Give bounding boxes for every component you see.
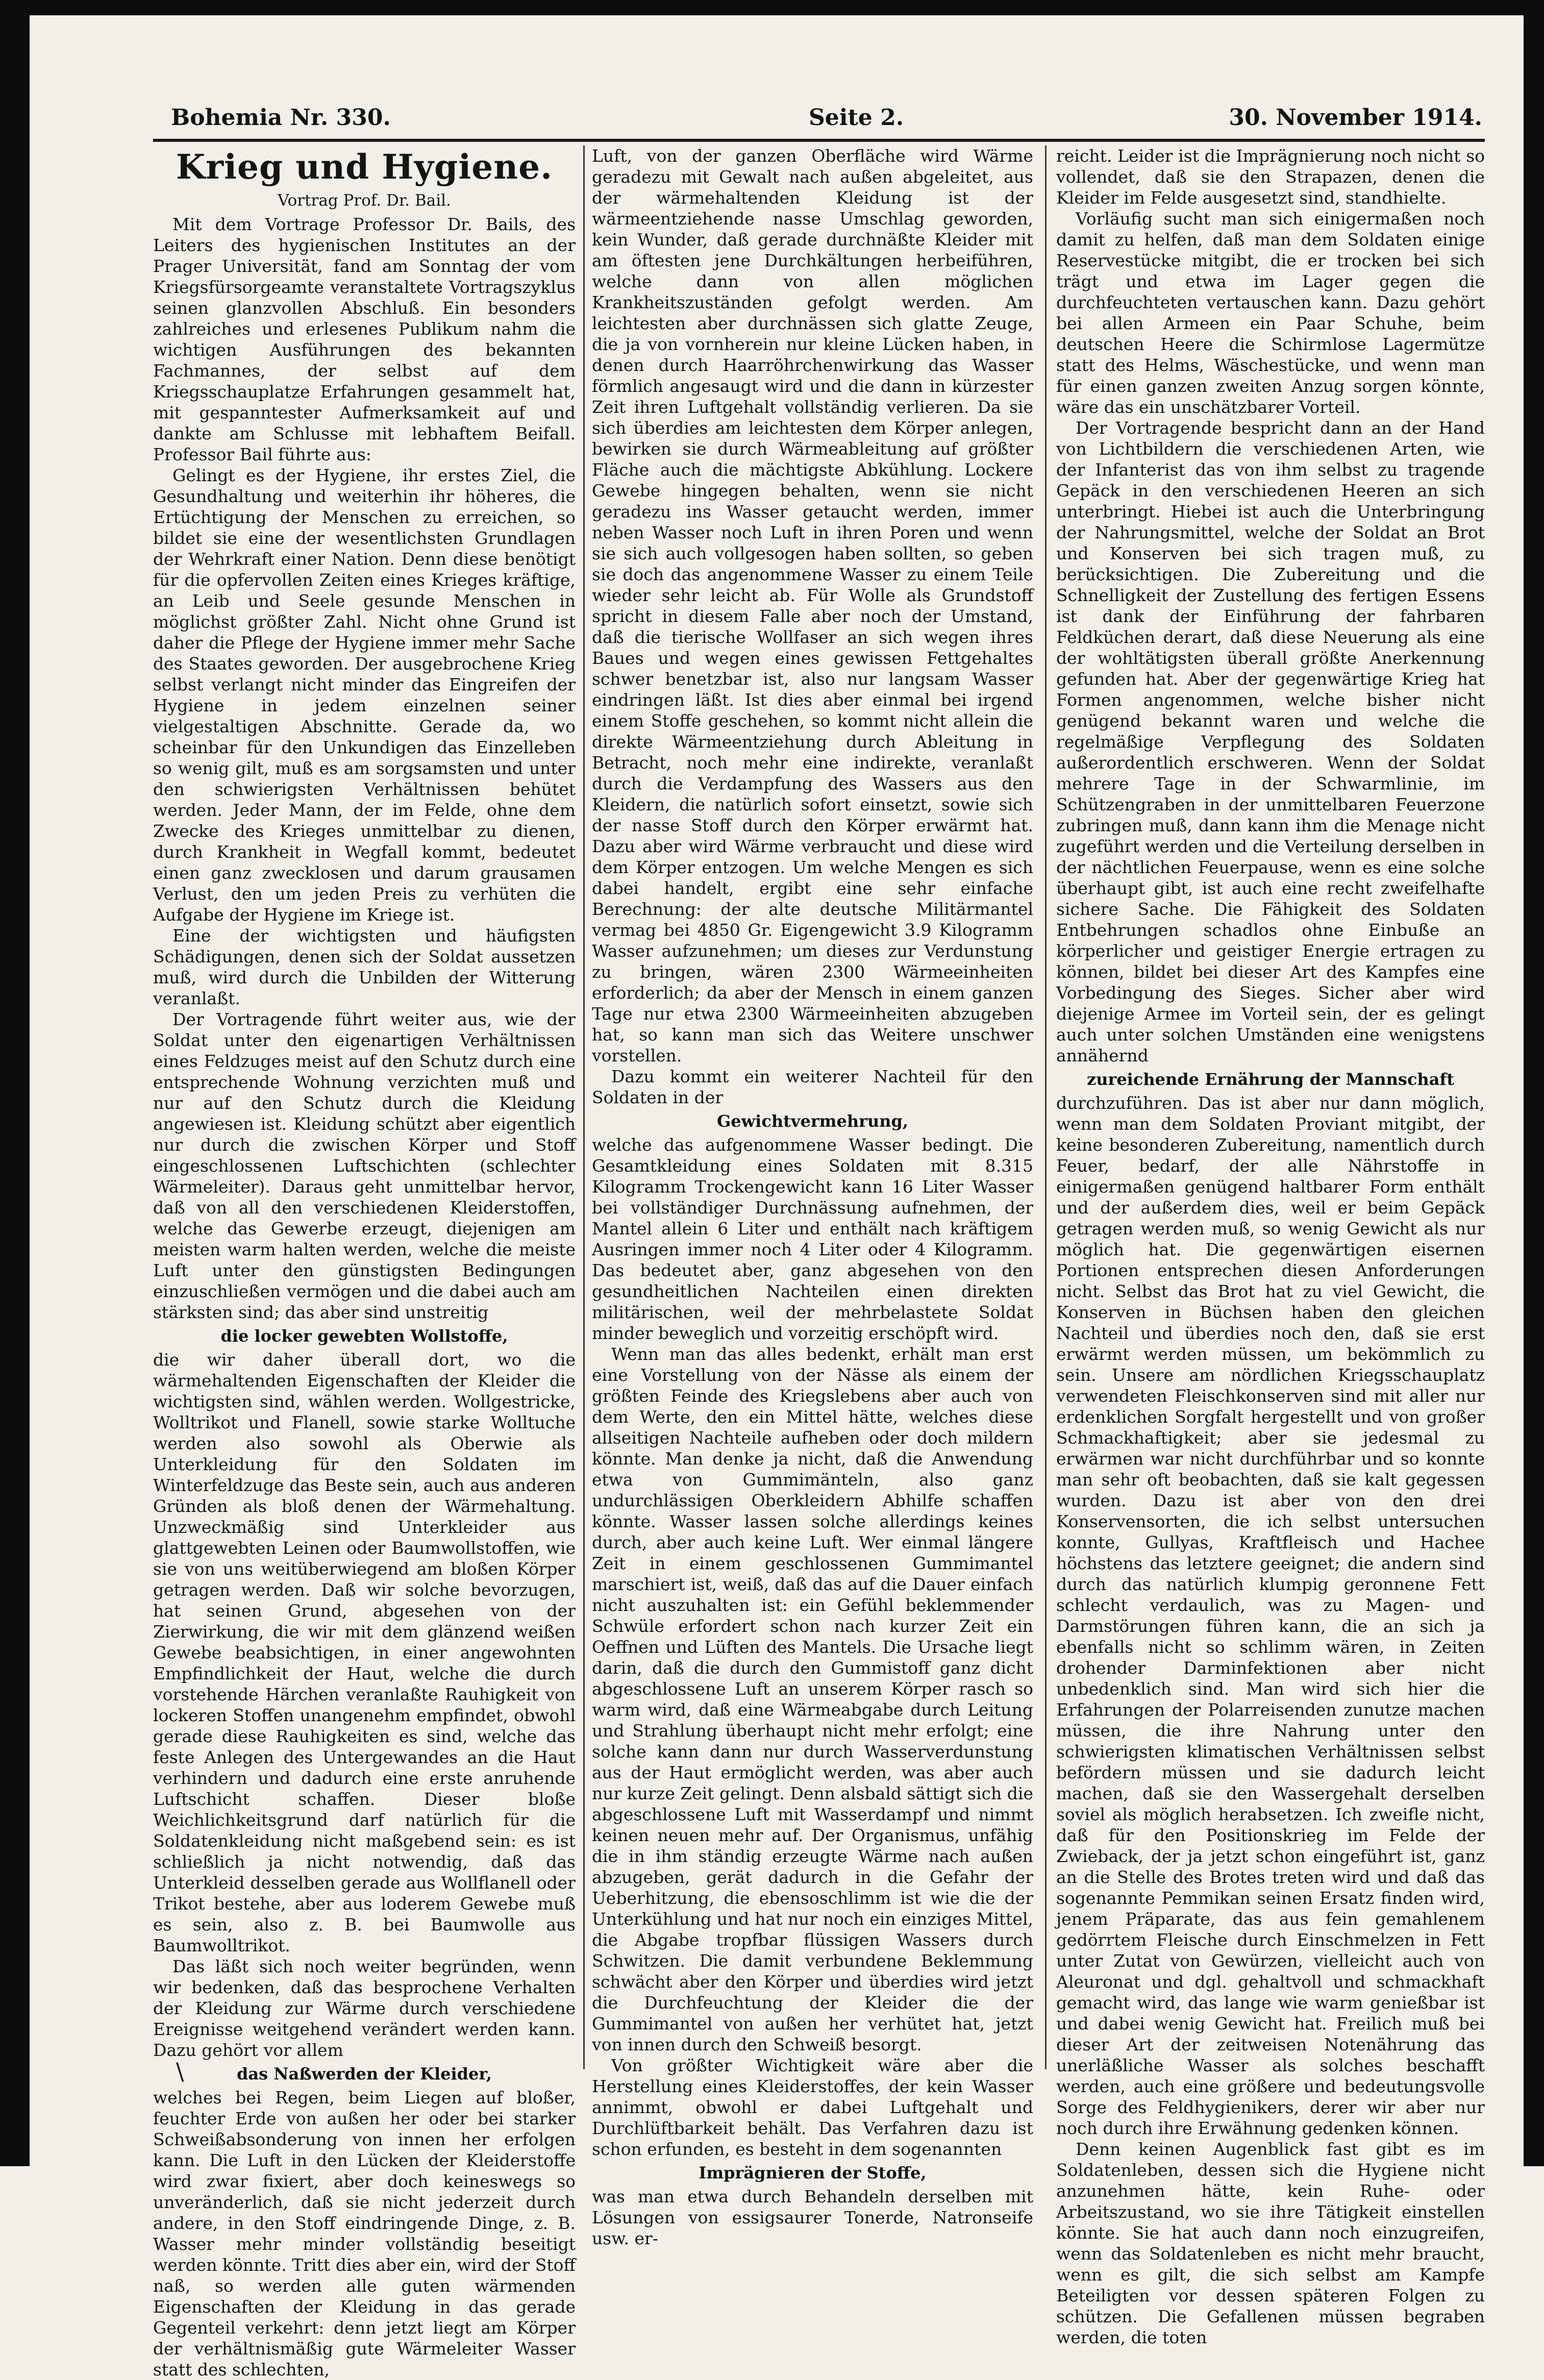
scan-border-right xyxy=(1524,0,1544,2166)
article-byline: Vortrag Prof. Dr. Bail. xyxy=(278,191,451,210)
column-divider xyxy=(583,145,585,2069)
paragraph: Luft, von der ganzen Oberfläche wird Wärme geradezu mit Gewalt nach außen abgeleitet, aus der wärmehaltenden Kleidung ist der wärmeentziehende nasse Umschlag geworden, kein Wunder, daß gerade durchnäßte Kleider mit am öftesten jene Durchkältungen herbeiführen, welche dann von allen möglichen Krankheitszuständen gefolgt werden. Am leichtesten aber durchnässen sich glatte Zeuge, die ja von vornherein nur kleine Lücken haben, in denen durch Haarröhrchenwirkung das Wasser förmlich angesaugt wird und die dann in kürzester Zeit ihren Luftgehalt vollständig verlieren. Da sie sich überdies am leichtesten dem Körper anlegen, bewirken sie durch Wärmeableitung auf größter Fläche auch die mächtigste Abkühlung. Lockere Gewebe hingegen behalten, wenn sie nicht geradezu ins Wasser getaucht werden, immer neben Wasser noch Luft in ihren Poren und wenn sie sich auch vollgesogen haben sollten, so geben sie doch das angenommene Wasser zu einem Teile wieder sehr leicht ab. Für Wolle als Grundstoff spricht in diesem Falle aber noch der Umstand, daß die tierische Wollfaser an sich wegen ihres Baues und wegen eines gewissen Fettgehaltes schwer benetzbar ist, also nur langsam Wasser eindringen läßt. Ist dies aber einmal bei irgend einem Stoffe geschehen, so kommt nicht allein die direkte Wärmeentziehung durch Ableitung in Betracht, noch mehr eine indirekte, veranlaßt durch die Verdampfung des Wassers aus den Kleidern, die natürlich sofort einsetzt, sowie sich der nasse Stoff durch den Körper erwärmt hat. Dazu aber wird Wärme verbraucht und diese wird dem Körper entzogen. Um welche Mengen es sich dabei handelt, ergibt eine sehr einfache Berechnung: der alte deutsche Militärmantel vermag bei 4850 Gr. Eigengewicht 3.9 Kilogramm Wasser aufzunehmen; um dieses zur Verdunstung zu bringen, wären 2300 Wärmeeinheiten erforderlich; da aber der Mensch in einem ganzen Tage nur etwa 2300 Wärmeeinheiten abzugeben hat, so kann man sich das Weitere unschwer vorstellen. xyxy=(592,146,1033,1065)
paragraph: Gelingt es der Hygiene, ihr erstes Ziel, die Gesundhaltung und weiterhin ihr höheres, die Ertüchtigung der Menschen zu erreichen, so bildet sie eine der wesentlichsten Grundlagen der Wehrkraft einer Nation. Denn diese benötigt für die opfervollen Zeiten eines Krieges kräftige, an Leib und Seele gesunde Menschen in möglichst größter Zahl. Nicht ohne Grund ist daher die Pflege der Hygiene immer mehr Sache des Staates geworden. Der ausgebrochene Krieg selbst verlangt nicht minder das Eingreifen der Hygiene in jedem einzelnen seiner vielgestaltigen Abschnitte. Gerade da, wo scheinbar für den Unkundigen das Einzelleben so wenig gilt, muß es am sorgsamsten und unter den schwierigsten Verhältnissen behütet werden. Jeder Mann, der im Felde, ohne dem Zwecke des Krieges unmittelbar zu dienen, durch Krankheit in Wegfall kommt, bedeutet einen ganz zwecklosen und darum grausamen Verlust, den um jeden Preis zu verhüten die Aufgabe der Hygiene im Kriege ist. xyxy=(153,465,576,925)
paragraph: Das läßt sich noch weiter begründen, wenn wir bedenken, daß das besprochene Verhalten der Kleidung zur Wärme durch verschiedene Ereignisse weitgehend verändert werden kann. Dazu gehört vor allem xyxy=(153,1956,576,2060)
paragraph: welches bei Regen, beim Liegen auf bloßer, feuchter Erde von außen her oder bei starker Schweißabsonderung von innen her erfolgen kann. Die Luft in den Lücken der Kleiderstoffe wird zwar fixiert, aber doch keineswegs so unveränderlich, daß sie nicht jederzeit durch andere, in den Stoff eindringende Dinge, z. B. Wasser mehr minder vollständig beseitigt werden könnte. Tritt dies aber ein, wird der Stoff naß, so werden alle guten wärmenden Eigenschaften der Kleidung in das gerade Gegenteil verkehrt: denn jetzt liegt am Körper der verhältnismäßig gute Wärmeleiter Wasser statt des schlechten, xyxy=(153,2088,576,2379)
issue-date: 30. November 1914. xyxy=(1229,105,1482,131)
column-2 xyxy=(592,145,1033,2248)
paragraph: welche das aufgenommene Wasser bedingt. Die Gesamtkleidung eines Soldaten mit 8.315 Kilogramm Trockengewicht kann 16 Liter Wasser bei vollständiger Durchnässung aufnehmen, der Mantel allein 6 Liter und enthält nach kräftigem Ausringen immer noch 4 Liter oder 4 Kilogramm. Das bedeutet aber, ganz abgesehen von den gesundheitlichen Nachteilen einen direkten militärischen, weil der mehrbelastete Soldat minder beweglich und vorzeitig erschöpft wird. xyxy=(592,1135,1033,1343)
paragraph: reicht. Leider ist die Imprägnierung noch nicht so vollendet, daß sie den Strapazen, denen die Kleider im Felde ausgesetzt sind, standhielte. xyxy=(1056,146,1485,208)
section-heading: das Naßwerden der Kleider, xyxy=(236,2064,492,2084)
section-heading: die locker gewebten Wollstoffe, xyxy=(220,1326,508,1346)
paragraph: durchzuführen. Das ist aber nur dann möglich, wenn man dem Soldaten Proviant mitgibt, der keine besonderen Zubereitung, namentlich durch Feuer, bedarf, der alle Nährstoffe in einigermaßen genügend haltbarer Form enthält und der außerdem dies, weil er beim Gepäck getragen werden muß, so wenig Gewicht als nur möglich hat. Die gegenwärtigen eisernen Portionen entsprechen diesen Anforderungen nicht. Selbst das Brot hat zu viel Gewicht, die Konserven in Büchsen haben den gleichen Nachteil und überdies noch den, daß sie erst erwärmt werden müssen, um bekömmlich zu sein. Unsere am nördlichen Kriegsschauplatz verwendeten Fleischkonserven sind mit aller nur erdenklichen Sorgfalt hergestellt und von großer Schmackhaftigkeit; aber sie jedesmal zu erwärmen war nicht durchführbar und so konnte man sehr oft beobachten, daß sie kalt gegessen wurden. Dazu ist aber von den drei Konservensorten, die ich selbst untersuchen konnte, Gullyas, Kraftfleisch und Hachee höchstens das letztere geeignet; die andern sind durch das natürlich klumpig geronnene Fett schlecht verdaulich, was zu Magen- und Darmstörungen führen kann, die an sich ja ebenfalls nicht so schlimm wären, in Zeiten drohender Darminfektionen aber nicht unbedenklich sind. Man wird sich hier die Erfahrungen der Polarreisenden zunutze machen müssen, die ihre Nahrung unter den schwierigsten klimatischen Verhältnissen selbst befördern müssen und sie dadurch leicht machen, daß sie den Wassergehalt derselben soviel als möglich herabsetzen. Ich zweifle nicht, daß für den Positionskrieg im Felde der Zwieback, der ja jetzt schon eingeführt ist, ganz an die Stelle des Brotes treten wird und daß das sogenannte Pemmikan seinen Ersatz finden wird, jenem Präparate, das aus fein gemahlenem gedörrtem Fleische durch Einschmelzen in Fett unter Zutat von Gewürzen, vielleicht auch von Aleuronat und dgl. gehaltvoll und schmackhaft gemacht wird, das lange wie warm genießbar ist und dabei wenig Gewicht hat. Freilich muß bei dieser Art der zeitweisen Notenährung das unerläßliche Wasser als solches beschafft werden, auch eine größere und bedeutungsvolle Sorge des Feldhygienikers, derer wir aber nur noch durch ihre Erwähnung gedenken können. xyxy=(1056,1093,1485,2138)
section-heading: Gewichtvermehrung, xyxy=(716,1111,909,1131)
newspaper-issue: Bohemia Nr. 330. xyxy=(171,105,391,131)
paragraph: was man etwa durch Behandeln derselben mit Lösungen von essigsaurer Tonerde, Natronseife usw. er- xyxy=(592,2187,1033,2248)
paragraph: Vorläufig sucht man sich einigermaßen noch damit zu helfen, daß man dem Soldaten einige Reservestücke mitgibt, die er trocken bei sich trägt und etwa im Lager gegen die durchfeuchteten vertauschen kann. Dazu gehört bei allen Armeen ein Paar Schuhe, beim deutschen Heere die Schirmlose Lagermütze statt des Helms, Wäschestücke, und wenn man für einen ganzen zweiten Anzug sorgen könnte, wäre das ein unschätzbarer Vorteil. xyxy=(1056,209,1485,417)
section-heading: zureichende Ernährung der Mannschaft xyxy=(1087,1070,1454,1089)
stray-mark: \ xyxy=(176,2057,184,2085)
page-number: Seite 2. xyxy=(809,105,904,131)
column-3 xyxy=(1056,145,1485,2347)
paragraph: Dazu kommt ein weiterer Nachteil für den Soldaten in der xyxy=(592,1067,1033,1107)
paragraph: Der Vortragende bespricht dann an der Hand von Lichtbildern die verschiedenen Arten, wie der Infanterist das von ihm selbst zu tragende Gepäck in den verschiedenen Heeren an sich unterbringt. Hiebei ist auch die Unterbringung der Nahrungsmittel, welche der Soldat an Brot und Konserven bei sich tragen muß, zu berücksichtigen. Die Zubereitung und die Schnelligkeit der Zustellung des fertigen Essens ist dank der Einführung der fahrbaren Feldküchen derart, daß diese Neuerung als eine der wohltätigsten überall größte Anerkennung gefunden hat. Aber der gegenwärtige Krieg hat Formen angenommen, welche bisher nicht genügend bekannt waren und welche die regelmäßige Verpflegung des Soldaten außerordentlich erschweren. Wenn der Soldat mehrere Tage in der Schwarmlinie, im Schützengraben in der unmittelbaren Feuerzone zubringen muß, dann kann ihm die Menage nicht zugeführt werden und die Verteilung derselben in der nächtlichen Feuerpause, wenn es eine solche überhaupt gibt, ist auch eine recht zweifelhafte sichere Sache. Die Fähigkeit des Soldaten Entbehrungen schadlos ohne Einbuße an körperlicher und geistiger Energie ertragen zu können, bildet bei dieser Art des Kampfes eine Vorbedingung des Sieges. Sicher aber wird diejenige Armee im Vorteil sein, der es gelingt auch unter solchen Umständen eine wenigstens annähernd xyxy=(1056,418,1485,1065)
header-rule xyxy=(153,139,1485,142)
section-heading: Imprägnieren der Stoffe, xyxy=(699,2163,927,2183)
paragraph: Von größter Wichtigkeit wäre aber die Herstellung eines Kleiderstoffes, der kein Wasser annimmt, obwohl er dabei Luftgehalt und Durchlüftbarkeit behält. Das Verfahren dazu ist schon erfunden, es besteht in dem sogenannten xyxy=(592,2055,1033,2159)
paragraph: Eine der wichtigsten und häufigsten Schädigungen, denen sich der Soldat aussetzen muß, wird durch die Unbilden der Witterung veranlaßt. xyxy=(153,926,576,1008)
scan-border-left xyxy=(0,0,30,2166)
column-divider xyxy=(1045,145,1047,2069)
scan-border-top xyxy=(0,0,1544,15)
paragraph: Der Vortragende führt weiter aus, wie der Soldat unter den eigenartigen Verhältnissen eines Feldzuges meist auf den Schutz durch eine entsprechende Wohnung verzichten muß und nur auf den Schutz durch die Kleidung angewiesen ist. Kleidung schützt aber eigentlich nur durch die zwischen Körper und Stoff eingeschlossenen Luftschichten (schlechter Wärmeleiter). Daraus geht unmittelbar hervor, daß von all den verschiedenen Kleiderstoffen, welche das Gewerbe erzeugt, diejenigen am meisten warm halten werden, welche die meiste Luft unter den günstigsten Bedingungen einzuschließen vermögen und die dabei auch am stärksten sind; das aber sind unstreitig xyxy=(153,1009,576,1322)
article-title: Krieg und Hygiene. xyxy=(176,147,553,187)
paragraph: Wenn man das alles bedenkt, erhält man erst eine Vorstellung von der Nässe als einem der größten Feinde des Kriegslebens aber auch von dem Werte, den ein Mittel hätte, welches diese allseitigen Nachteile aufheben oder doch mildern könnte. Man denke ja nicht, daß die Anwendung etwa von Gummimänteln, also ganz undurchlässigen Oberkleidern Abhilfe schaffen könnte. Wasser lassen solche allerdings keines durch, aber auch keine Luft. Wer einmal längere Zeit in einem geschlossenen Gummimantel marschiert ist, weiß, daß das auf die Dauer einfach nicht auszuhalten ist: ein Gefühl beklemmender Schwüle erfordert schon nach kurzer Zeit ein Oeffnen und Lüften des Mantels. Die Ursache liegt darin, daß die durch den Gummistoff ganz dicht abgeschlossene Luft an unserem Körper rasch so warm wird, daß eine Wärmeabgabe durch Leitung und Strahlung überhaupt nicht mehr erfolgt; eine solche kann dann nur durch Wasserverdunstung aus der Haut ermöglicht werden, was aber auch nur kurze Zeit gelingt. Denn alsbald sättigt sich die abgeschlossene Luft mit Wasserdampf und nimmt keinen neuen mehr auf. Der Organismus, unfähig die in ihm ständig erzeugte Wärme nach außen abzugeben, gerät dadurch in die Gefahr der Ueberhitzung, die ebensoschlimm ist wie die der Unterkühlung und hat nur noch ein einziges Mittel, die Abgabe tropfbar flüssigen Wassers durch Schwitzen. Die damit verbundene Beklemmung schwächt aber den Körper und überdies wird jetzt die Durchfeuchtung der Kleider die der Gummimantel von außen her verhütet hat, jetzt von innen durch den Schweiß besorgt. xyxy=(592,1344,1033,2054)
paragraph: die wir daher überall dort, wo die wärmehaltenden Eigenschaften der Kleider die wichtigsten sind, wählen werden. Wollgestricke, Wolltrikot und Flanell, sowie starke Wolltuche werden also sowohl als Oberwie als Unterkleidung für den Soldaten im Winterfeldzuge das Beste sein, auch aus anderen Gründen als bloß denen der Wärmehaltung. Unzweckmäßig sind Unterkleider aus glattgewebten Leinen oder Baumwollstoffen, wie sie von uns weitüberwiegend am bloßen Körper getragen werden. Daß wir solche bevorzugen, hat seinen Grund, abgesehen von der Zierwirkung, die wir mit dem glänzend weißen Gewebe beabsichtigen, in einer angewohnten Empfindlichkeit der Haut, welche die durch vorstehende Härchen veranlaßte Rauhigkeit von lockeren Stoffen unangenehm empfindet, obwohl gerade diese Rauhigkeiten es sind, welche das feste Anlegen des Untergewandes an die Haut verhindern und dadurch eine erste anruhende Luftschicht schaffen. Dieser bloße Weichlichkeitsgrund darf natürlich für die Soldatenkleidung nicht maßgebend sein: es ist schließlich ja nicht notwendig, daß das Unterkleid desselben gerade aus Wollflanell oder Trikot bestehe, aber aus loderem Gewebe muß es sein, also z. B. bei Baumwolle aus Baumwolltrikot. xyxy=(153,1350,576,1955)
paragraph: Denn keinen Augenblick fast gibt es im Soldatenleben, dessen sich die Hygiene nicht anzunehmen hätte, kein Ruhe- oder Arbeitszustand, wo sie ihre Tätigkeit einstellen könnte. Sie hat auch dann noch einzugreifen, wenn das Soldatenleben es nicht mehr braucht, wenn es gilt, die sich selbst am Kampfe Beteiligten vor dessen späteren Folgen zu schützen. Die Gefallenen müssen begraben werden, die toten xyxy=(1056,2139,1485,2347)
page-header xyxy=(171,105,1482,135)
column-1 xyxy=(153,145,576,2379)
paragraph: Mit dem Vortrage Professor Dr. Bails, des Leiters des hygienischen Institutes an der Prager Universität, fand am Sonntag der vom Kriegsfürsorgeamte veranstaltete Vortragszyklus seinen glanzvollen Abschluß. Ein besonders zahlreiches und erlesenes Publikum nahm die wichtigen Ausführungen des bekannten Fachmannes, der selbst auf dem Kriegsschauplatze Erfahrungen gesammelt hat, mit gespanntester Aufmerksamkeit auf und dankte am Schlusse mit lebhaftem Beifall. Professor Bail führte aus: xyxy=(153,214,576,464)
